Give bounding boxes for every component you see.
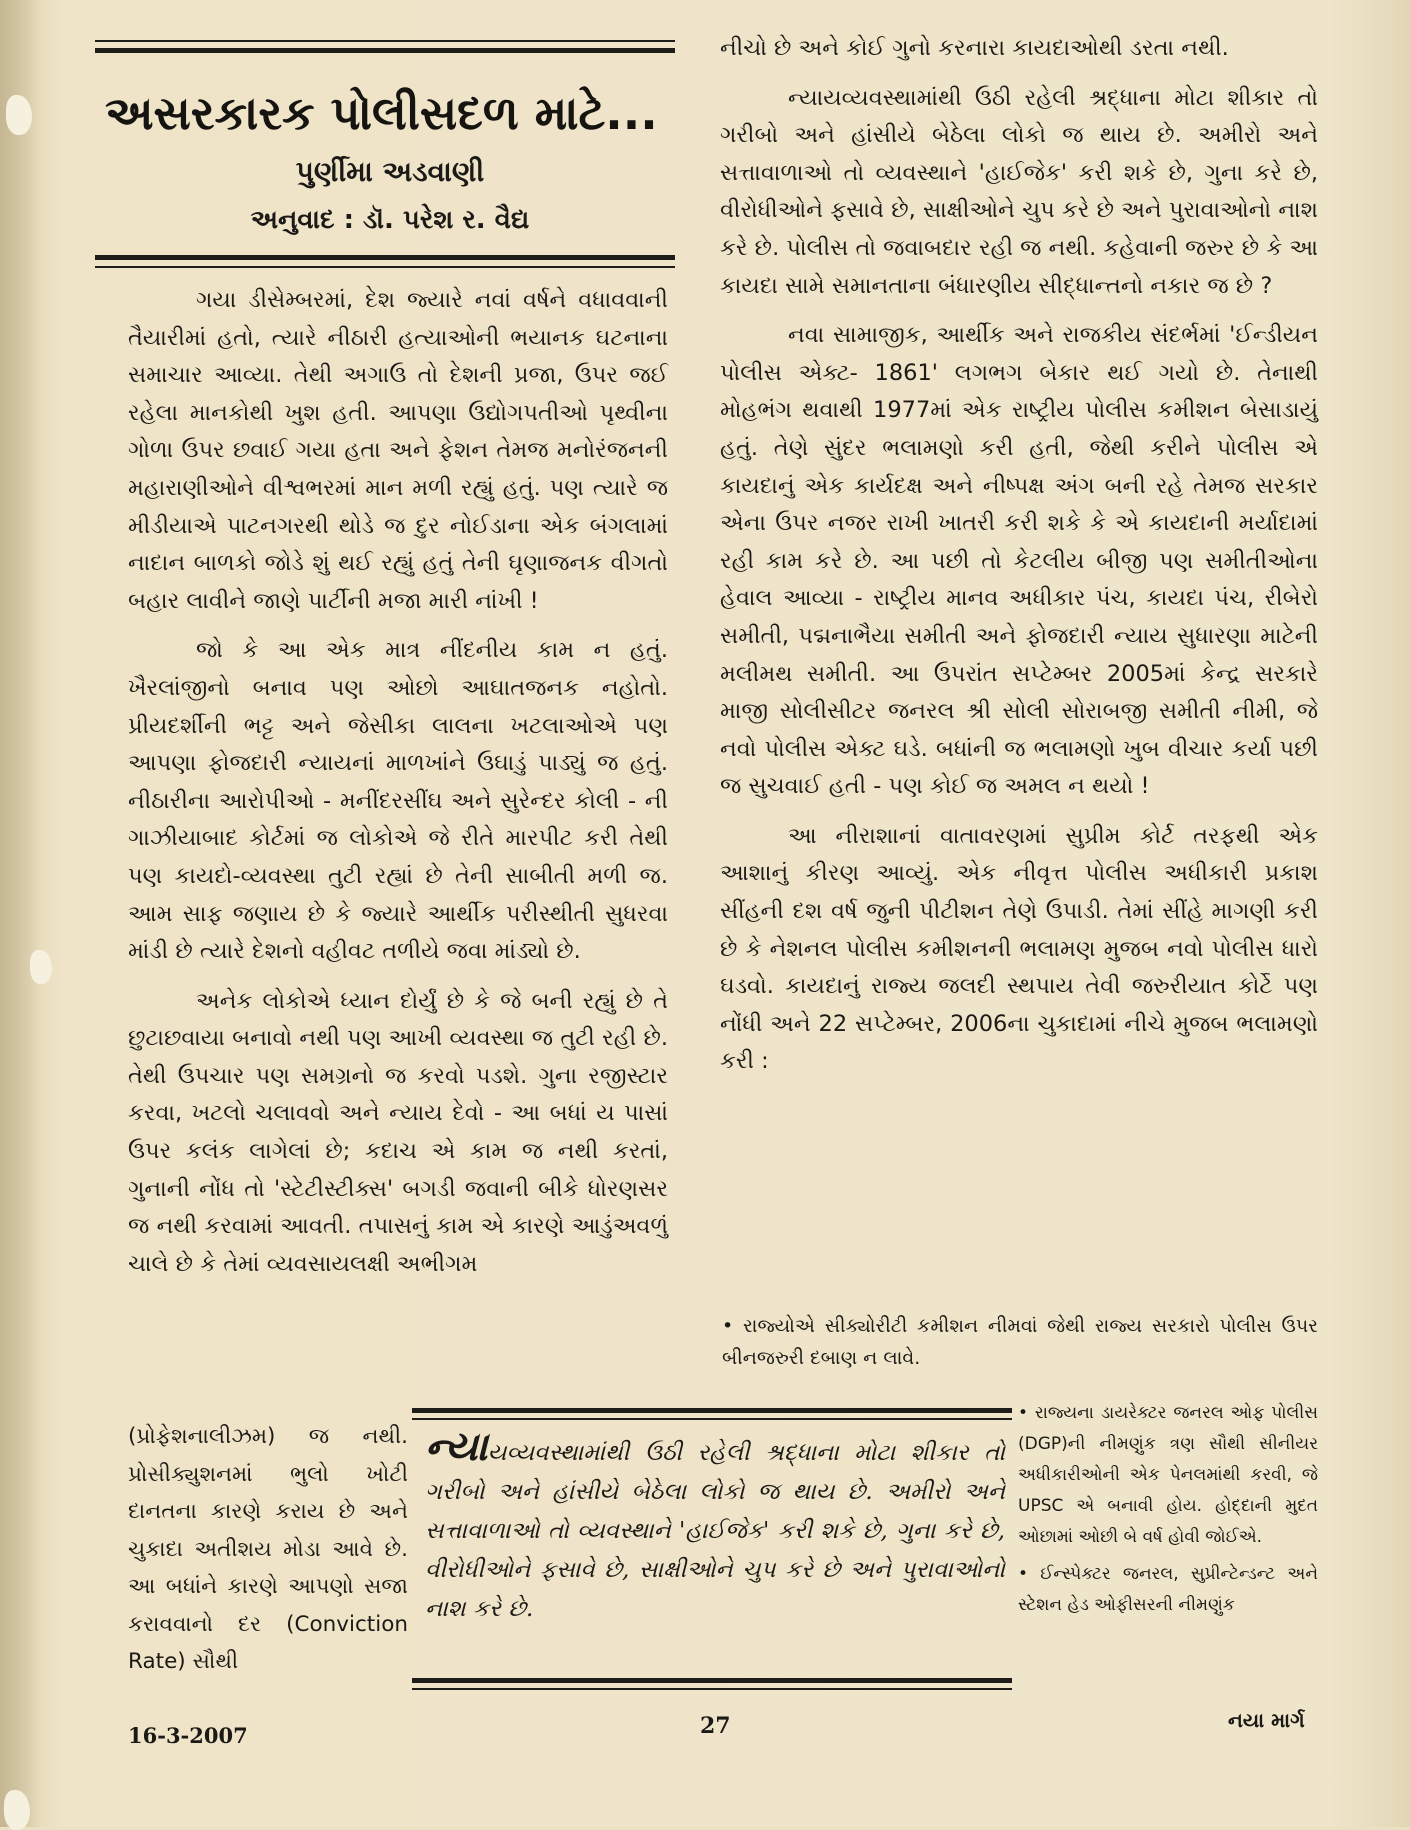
right-column bbox=[720, 30, 1318, 1093]
article-author: પુર્ણીમા અડવાણી bbox=[295, 155, 485, 188]
bullet-first bbox=[722, 1310, 1318, 1380]
pullquote-rule bbox=[412, 1408, 1012, 1413]
pull-quote bbox=[425, 1423, 1005, 1629]
paragraph: નીચો છે અને કોઈ ગુનો કરનારા કાયદાઓથી ડરતા નથી. bbox=[720, 35, 1229, 61]
paragraph: જો કે આ એક માત્ર નીંદનીય કામ ન હતું. ખૈરલાંજીનો બનાવ પણ ઓછો આઘાતજનક નહોતો. પ્રીયદર્શીની ભટ્ટ અને જેસીકા લાલના ખટલાઓએ પણ આપણા ફોજદારી ન્યાયનાં માળખાંને ઉઘાડું પાડ્યું જ હતું. નીઠારીના આરોપીઓ - મનીંદરસીંઘ અને સુરેન્દર કોલી - ની ગાઝીયાબાદ કોર્ટમાં જ લોકોએ જે રીતે મારપીટ કરી તેથી પણ કાયદો-વ્યવસ્થા તુટી રહ્યાં છે તેની સાબીતી મળી જ. આમ સાફ જણાય છે કે જ્યારે આર્થીક પરીસ્થીતી સુધરવા માંડી છે ત્યારે દેશનો વહીવટ તળીયે જવા માંડ્યો છે. bbox=[128, 637, 668, 965]
paragraph: (પ્રોફેશનાલીઝમ) જ નથી. પ્રોસીક્યુશનમાં ભુલો ખોટી દાનતના કારણે કરાય છે અને ચુકાદા અતીશય મોડા આવે છે. આ બધાંને કારણે આપણો સજા કરાવવાનો દર (Conviction Rate) સૌથી bbox=[128, 1424, 408, 1674]
header-rule bbox=[95, 48, 675, 53]
left-narrow-column bbox=[128, 1418, 408, 1693]
pullquote-text: યવ્યવસ્થામાંથી ઉઠી રહેલી શ્રદ્ધાના મોટા શીકાર તો ગરીબો અને હાંસીયે બેઠેલા લોકો જ થાય છે. અમીરો અને સત્તાવાળાઓ તો વ્યવસ્થાને 'હાઈજેક' કરી શકે છે, ગુના કરે છે, વીરોધીઓને ફસાવે છે, સાક્ષીઓને ચુપ કરે છે અને પુરાવાઓનો નાશ કરે છે. bbox=[425, 1440, 1005, 1622]
paper-tear bbox=[30, 950, 52, 984]
paragraph: નવા સામાજીક, આર્થીક અને રાજકીય સંદર્ભમાં 'ઈન્ડીયન પોલીસ એક્ટ- 1861' લગભગ બેકાર થઈ ગયો છે. તેનાથી મોહભંગ થવાથી 1977માં એક રાષ્ટ્રીય પોલીસ કમીશન બેસાડાયું હતું. તેણે સુંદર ભલામણો કરી હતી, જેથી કરીને પોલીસ એ કાયદાનું એક કાર્યદક્ષ અને નીષ્પક્ષ અંગ બની રહે તેમજ સરકાર એના ઉપર નજર રાખી ખાતરી કરી શકે કે એ કાયદાની મર્યાદામાં રહી કામ કરે છે. આ પછી તો કેટલીય બીજી પણ સમીતીઓના હેવાલ આવ્યા - રાષ્ટ્રીય માનવ અધીકાર પંચ, કાયદા પંચ, રીબેરો સમીતી, પદ્મનાભૈયા સમીતી અને ફોજદારી ન્યાય સુધારણા માટેની મલીમથ સમીતી. આ ઉપરાંત સપ્ટેમ્બર 2005માં કેન્દ્ર સરકારે માજી સોલીસીટર જનરલ શ્રી સોલી સોરાબજી સમીતી નીમી, જે નવો પોલીસ એક્ટ ઘડે. બધાંની જ ભલામણો ખુબ વીચાર કર્યા પછી જ સુચવાઈ હતી - પણ કોઈ જ અમલ ન થયો ! bbox=[720, 322, 1318, 800]
paragraph: ન્યાયવ્યવસ્થામાંથી ઉઠી રહેલી શ્રદ્ધાના મોટા શીકાર તો ગરીબો અને હાંસીયે બેઠેલા લોકો જ થાય છે. અમીરો અને સત્તાવાળાઓ તો વ્યવસ્થાને 'હાઈજેક' કરી શકે છે, ગુના કરે છે, વીરોધીઓને ફસાવે છે, સાક્ષીઓને ચુપ કરે છે અને પુરાવાઓનો નાશ કરે છે. પોલીસ તો જવાબદાર રહી જ નથી. કહેવાની જરુર છે કે આ કાયદા સામે સમાનતાના બંધારણીય સીદ્ધાન્તનો નકાર જ છે ? bbox=[720, 84, 1318, 299]
bullet-side bbox=[1018, 1398, 1318, 1627]
pullquote-rule bbox=[412, 1678, 1012, 1683]
bullet-item: • રાજ્યોએ સીક્યોરીટી કમીશન નીમવાં જેથી રાજ્ય સરકારો પોલીસ ઉપર બીનજરુરી દબાણ ન લાવે. bbox=[722, 1315, 1318, 1369]
pullquote-rule bbox=[412, 1688, 1012, 1690]
pullquote-rule bbox=[412, 1418, 1012, 1420]
issue-date: 16-3-2007 bbox=[128, 1723, 248, 1748]
paragraph: અનેક લોકોએ ધ્યાન દોર્યું છે કે જે બની રહ્યું છે તે છુટાછવાયા બનાવો નથી પણ આખી વ્યવસ્થા જ તુટી રહી છે. તેથી ઉપચાર પણ સમગ્રનો જ કરવો પડશે. ગુના રજીસ્ટાર કરવા, ખટલો ચલાવવો અને ન્યાય દેવો - આ બધાં ય પાસાં ઉપર કલંક લાગેલાં છે; કદાચ એ કામ જ નથી કરતાં, ગુનાની નોંધ તો 'સ્ટેટીસ્ટીક્સ' બગડી જવાની બીકે ધોરણસર જ નથી કરવામાં આવતી. તપાસનું કામ એ કારણે આડુંઅવળું ચાલે છે કે તેમાં વ્યવસાયલક્ષી અભીગમ bbox=[128, 987, 668, 1277]
bullet-item: • ઈન્સ્પેક્ટર જનરલ, સુપ્રીન્ટેન્ડન્ટ અને સ્ટેશન હેડ ઓફીસરની નીમણુંક bbox=[1018, 1564, 1318, 1615]
bullet-item: • રાજ્યના ડાયરેક્ટર જનરલ ઓફ પોલીસ (DGP)ની નીમણુંક ત્રણ સૌથી સીનીયર અધીકારીઓની એક પેનલમાંથી કરવી, જે UPSC એ બનાવી હોય. હોદ્દાની મુદત ઓછામાં ઓછી બે વર્ષ હોવી જોઈએ. bbox=[1018, 1403, 1318, 1547]
article-title: અસરકારક પોલીસદળ માટે... bbox=[105, 86, 658, 140]
pullquote-dropword: ન્યા bbox=[425, 1423, 488, 1470]
magazine-name: નયા માર્ગ bbox=[1228, 1708, 1305, 1732]
page-edge-shadow bbox=[0, 0, 40, 1827]
page-number: 27 bbox=[700, 1713, 731, 1739]
paper-tear bbox=[6, 95, 32, 135]
paper-tear bbox=[4, 1790, 30, 1830]
article-translator: અનુવાદ : ડૉ. પરેશ ર. વૈદ્ય bbox=[250, 205, 530, 235]
header-rule bbox=[95, 255, 675, 260]
header-rule bbox=[95, 40, 675, 42]
paragraph: આ નીરાશાનાં વાતાવરણમાં સુપ્રીમ કોર્ટ તરફથી એક આશાનું કીરણ આવ્યું. એક નીવૃત્ત પોલીસ અધીકારી પ્રકાશ સીંહની દશ વર્ષ જુની પીટીશન તેણે ઉપાડી. તેમાં સીંહે માગણી કરી છે કે નેશનલ પોલીસ કમીશનની ભલામણ મુજબ નવો પોલીસ ધારો ઘડવો. કાયદાનું રાજ્ય જલદી સ્થપાય તેવી જરુરીયાત કોર્ટે પણ નોંધી અને 22 સપ્ટેમ્બર, 2006ના ચુકાદામાં નીચે મુજબ ભલામણો કરી : bbox=[720, 822, 1318, 1075]
header-rule bbox=[95, 266, 675, 268]
paragraph: ગયા ડીસેમ્બરમાં, દેશ જ્યારે નવાં વર્ષને વધાવવાની તૈયારીમાં હતો, ત્યારે નીઠારી હત્યાઓની ભયાનક ઘટનાના સમાચાર આવ્યા. તેથી અગાઉ તો દેશની પ્રજા, ઉપર જઈ રહેલા માનકોથી ખુશ હતી. આપણા ઉદ્યોગપતીઓ પૃથ્વીના ગોળા ઉપર છવાઈ ગયા હતા અને ફેશન તેમજ મનોરંજનની મહારાણીઓને વીશ્વભરમાં માન મળી રહ્યું હતું. પણ ત્યારે જ મીડીયાએ પાટનગરથી થોડે જ દુર નોઈડાના એક બંગલામાં નાદાન બાળકો જોડે શું થઈ રહ્યું હતું તેની ઘૃણાજનક વીગતો બહાર લાવીને જાણે પાર્ટીની મજા મારી નાંખી ! bbox=[128, 287, 668, 614]
left-column bbox=[128, 282, 668, 1295]
